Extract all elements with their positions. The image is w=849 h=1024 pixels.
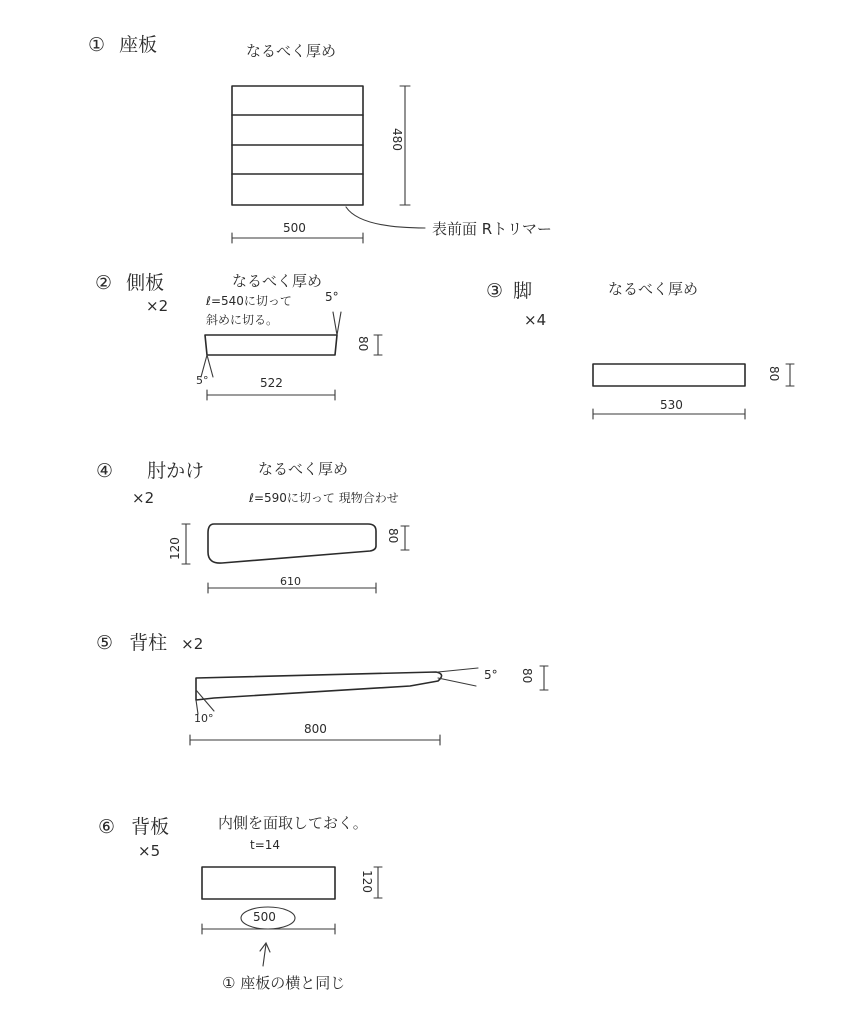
part2-heading <box>95 268 164 295</box>
part4-length-label: 610 <box>280 575 301 588</box>
part6-quantity: ×5 <box>138 842 161 860</box>
part2-angle-top: 5° <box>325 290 339 304</box>
part6-height-label: 120 <box>360 870 374 893</box>
part3-number: ③ <box>486 280 504 302</box>
part3-outline <box>593 364 745 386</box>
part2-cut-note-2: 斜めに切る。 <box>206 313 279 327</box>
part4-name: 肘かけ <box>147 460 205 482</box>
part1-drawing <box>232 86 425 243</box>
part1-heading <box>88 30 157 57</box>
part1-height-label: 480 <box>390 128 404 151</box>
part6-name: 背板 <box>131 816 170 838</box>
part4-note: なるべく厚め <box>258 460 349 478</box>
part1-callout: 表前面 Rトリマー <box>432 220 552 238</box>
part5-height-label: 80 <box>520 668 534 684</box>
part3-height-label: 80 <box>767 366 781 382</box>
part1-name: 座板 <box>119 34 158 56</box>
part2-note: なるべく厚め <box>232 272 323 290</box>
part5-angle-left: 10° <box>194 712 214 725</box>
part6-note: 内側を面取しておく。 <box>218 814 368 832</box>
part2-angle-bottom: 5° <box>196 374 209 387</box>
part2-angle-mark <box>337 312 341 335</box>
part6-thickness: t=14 <box>250 838 281 852</box>
part5-angle-mark <box>438 668 478 672</box>
part3-heading <box>486 276 532 303</box>
part6-number: ⑥ <box>98 816 116 838</box>
part3-quantity: ×4 <box>524 311 547 329</box>
part5-angle-mark <box>438 678 476 686</box>
part1-note: なるべく厚め <box>246 42 337 60</box>
part4-left-height-label: 120 <box>168 537 182 560</box>
part3-note: なるべく厚め <box>608 280 699 298</box>
part4-heading <box>96 456 204 483</box>
part2-length-label: 522 <box>260 376 283 390</box>
part3-drawing <box>593 364 794 419</box>
part1-number: ① <box>88 34 106 56</box>
part6-drawing <box>202 867 382 966</box>
part1-callout-leader <box>346 207 425 228</box>
part6-heading <box>98 812 169 839</box>
part3-length-label: 530 <box>660 398 683 412</box>
part1-width-label: 500 <box>283 221 306 235</box>
part2-outline <box>205 335 337 355</box>
part5-outline <box>196 672 442 700</box>
part3-name: 脚 <box>513 280 533 302</box>
part2-number: ② <box>95 272 113 294</box>
part2-angle-mark <box>333 312 337 335</box>
part4-outline <box>208 524 376 563</box>
part4-right-height-label: 80 <box>386 528 400 544</box>
part5-heading <box>96 628 203 655</box>
part2-quantity: ×2 <box>146 297 169 315</box>
part6-outline <box>202 867 335 899</box>
part5-length-label: 800 <box>304 722 327 736</box>
part2-name: 側板 <box>126 272 165 294</box>
part5-quantity: ×2 <box>181 635 204 653</box>
part2-height-label: 80 <box>356 336 370 352</box>
part6-length-label: 500 <box>253 910 276 924</box>
part4-cut-note: ℓ=590に切って 現物合わせ <box>249 491 399 505</box>
part5-angle-right: 5° <box>484 668 498 682</box>
part5-number: ⑤ <box>96 632 114 654</box>
part4-quantity: ×2 <box>132 489 155 507</box>
part2-cut-note-1: ℓ=540に切って <box>206 294 292 308</box>
part4-number: ④ <box>96 460 114 482</box>
part5-name: 背柱 <box>129 632 168 654</box>
part6-reference: ① 座板の横と同じ <box>222 974 346 992</box>
